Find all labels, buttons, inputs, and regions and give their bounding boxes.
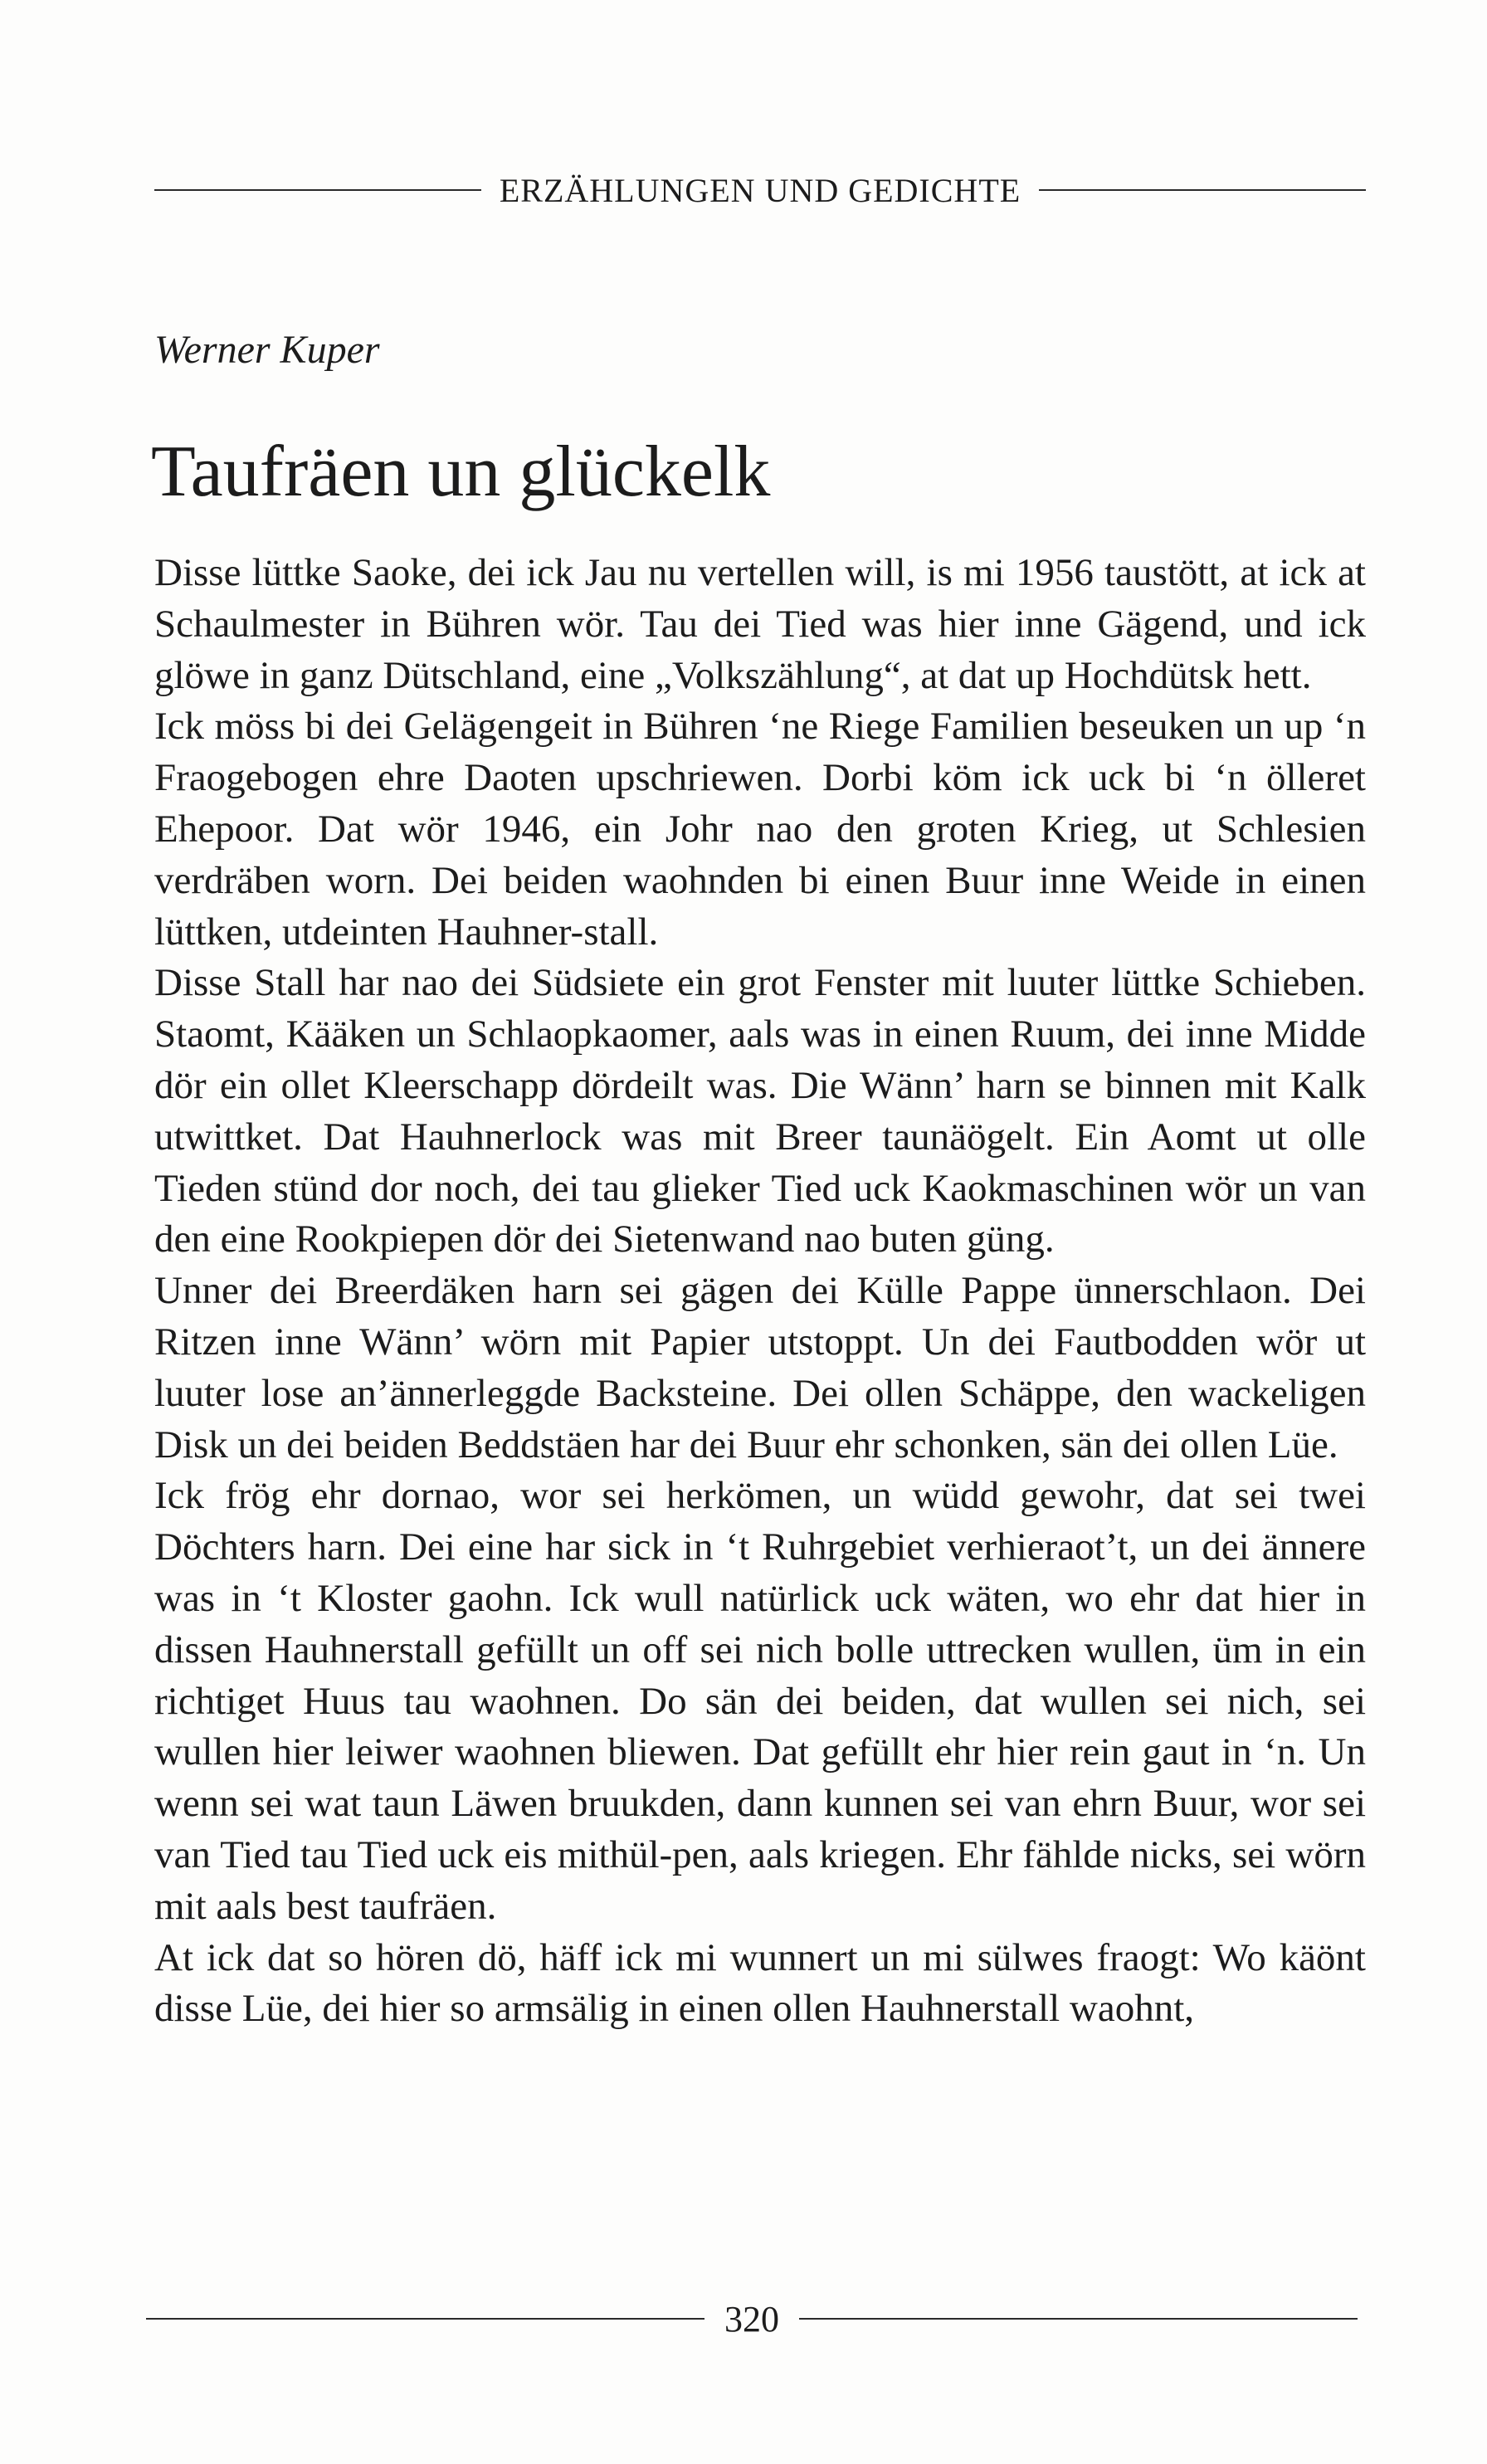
- paragraph: Ick frög ehr dornao, wor sei herkömen, un wüdd gewohr, dat sei twei Döchters harn. Dei eine har sick in ‘t Ruhrgebiet verhieraot’t, un dei ännere was in ‘t Kloster gaohn. Ick wull natürlick uck wäten, wo ehr dat hier in dissen Hauhnerstall gefüllt un off sei nich bolle uttrecken wullen, üm in ein richtiget Huus tau waohnen. Do sän dei beiden, dat wullen sei nich, sei wullen hier leiwer waohnen bliewen. Dat gefüllt ehr hier rein gaut in ‘n. Un wenn sei wat taun Läwen bruukden, dann kunnen sei van ehrn Buur, wor sei van Tied tau Tied uck eis mithül-pen, aals kriegen. Ehr fählde nicks, sei wörn mit aals best taufräen.: [154, 1474, 1366, 1928]
- header-rule-right: [1039, 189, 1366, 191]
- running-header: [154, 169, 1366, 211]
- paragraph: Disse Stall har nao dei Südsiete ein grot Fenster mit luuter lüttke Schieben. Staomt, Kääken un Schlaopkaomer, aals was in einen Ruum, dei inne Midde dör ein ollet Kleerschapp dördeilt was. Die Wänn’ harn se binnen mit Kalk utwittket. Dat Hauhnerlock was mit Breer taunäögelt. Ein Aomt ut olle Tieden stünd dor noch, dei tau glieker Tied uck Kaokmaschinen wör un van den eine Rookpiepen dör dei Sietenwand nao buten güng.: [154, 961, 1366, 1261]
- page-footer: [146, 2294, 1358, 2344]
- running-title: ERZÄHLUNGEN UND GEDICHTE: [499, 171, 1021, 209]
- paragraph: At ick dat so hören dö, häff ick mi wunnert un mi sülwes fraogt: Wo käönt disse Lüe, dei hier so armsälig in einen ollen Hauhnerstall waohnt,: [154, 1935, 1366, 2031]
- paragraph: Ick möss bi dei Gelägengeit in Bühren ‘ne Riege Familien beseuken un up ‘n Fraogebogen ehre Daoten upschriewen. Dorbi köm ick uck bi ‘n ölleret Ehepoor. Dat wör 1946, ein Johr nao den groten Krieg, ut Schlesien verdräben worn. Dei beiden waohnden bi einen Buur inne Weide in einen lüttken, utdeinten Hauhner-stall.: [154, 705, 1366, 954]
- footer-rule-left: [146, 2318, 704, 2320]
- header-rule-left: [154, 189, 481, 191]
- article-title: Taufräen un glückelk: [151, 432, 771, 512]
- footer-rule-right: [799, 2318, 1358, 2320]
- page-number: 320: [724, 2298, 779, 2340]
- paragraph: Disse lüttke Saoke, dei ick Jau nu vertellen will, is mi 1956 taustött, at ick at Schaulmester in Bühren wör. Tau dei Tied was hier inne Gägend, und ick glöwe in ganz Dütschland, eine „Volkszählung“, at dat up Hochdütsk hett.: [154, 551, 1366, 697]
- author-name: Werner Kuper: [154, 328, 380, 372]
- paragraph: Unner dei Breerdäken harn sei gägen dei Külle Pappe ünnerschlaon. Dei Ritzen inne Wänn’ wörn mit Papier utstoppt. Un dei Fautbodden wör ut luuter lose an’ännerleggde Backsteine. Dei ollen Schäppe, den wackeligen Disk un dei beiden Beddstäen har dei Buur ehr schonken, sän dei ollen Lüe.: [154, 1269, 1366, 1466]
- article-body: [154, 548, 1366, 2208]
